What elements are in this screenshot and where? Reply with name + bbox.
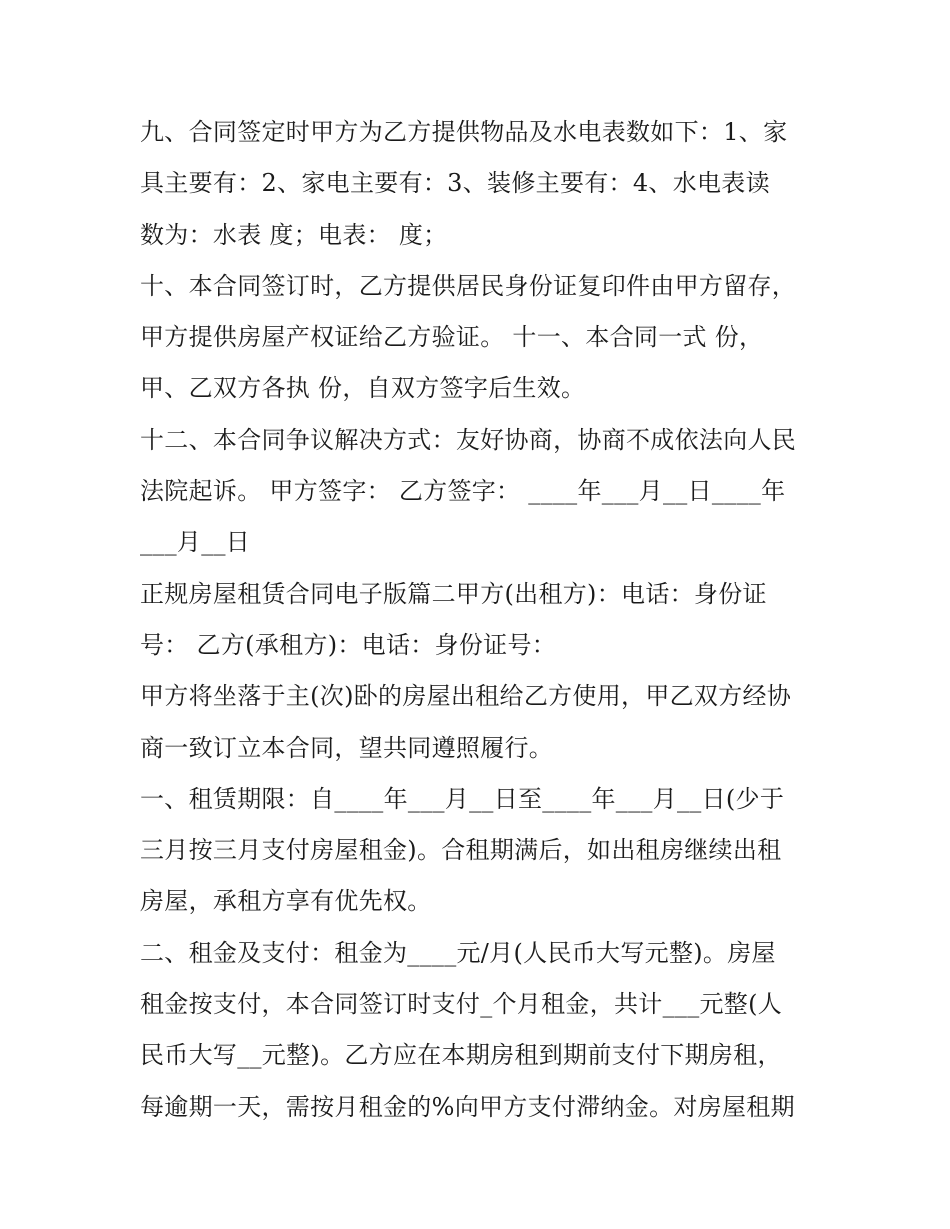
text-line: 每逾期一天，需按月租金的%向甲方支付滞纳金。对房屋租期 [140, 1092, 795, 1121]
text-line: 民币大写__元整)。乙方应在本期房租到期前支付下期房租， [140, 1041, 782, 1070]
text-line: 甲方提供房屋产权证给乙方验证。 十一、本合同一式 份， [140, 323, 764, 352]
text-line: 数为：水表 度；电表： 度； [140, 220, 448, 249]
text-line: 九、合同签定时甲方为乙方提供物品及水电表数如下：1、家 [140, 118, 788, 146]
contract-text [140, 107, 820, 1133]
text-line: 号： 乙方(承租方)：电话：身份证号： [140, 630, 557, 659]
text-line: 房屋，承租方享有优先权。 [140, 887, 432, 916]
text-line: 一、租赁期限：自____年___月__日至____年___月__日(少于 [140, 784, 785, 813]
text-line: 正规房屋租赁合同电子版篇二甲方(出租方)：电话：身份证 [140, 579, 767, 608]
text-line: 租金按支付，本合同签订时支付_个月租金，共计___元整(人 [140, 990, 783, 1019]
text-line: 二、租金及支付：租金为____元/月(人民币大写元整)。房屋 [140, 938, 776, 967]
text-line: 十、本合同签订时，乙方提供居民身份证复印件由甲方留存， [140, 271, 797, 300]
text-line: ___月__日 [140, 528, 251, 557]
text-line: 三月按三月支付房屋租金)。合租期满后，如出租房继续出租 [140, 836, 782, 865]
text-line: 法院起诉。 甲方签字： 乙方签字： ____年___月__日____年 [140, 477, 786, 506]
text-line: 甲、乙双方各执 份，自双方签字后生效。 [140, 374, 586, 403]
text-line: 十二、本合同争议解决方式：友好协商，协商不成依法向人民 [140, 425, 797, 454]
text-line: 具主要有：2、家电主要有：3、装修主要有：4、水电表读 [140, 169, 770, 198]
text-line: 甲方将坐落于主(次)卧的房屋出租给乙方使用，甲乙双方经协 [140, 682, 792, 711]
text-line: 商一致订立本合同，望共同遵照履行。 [140, 733, 554, 762]
